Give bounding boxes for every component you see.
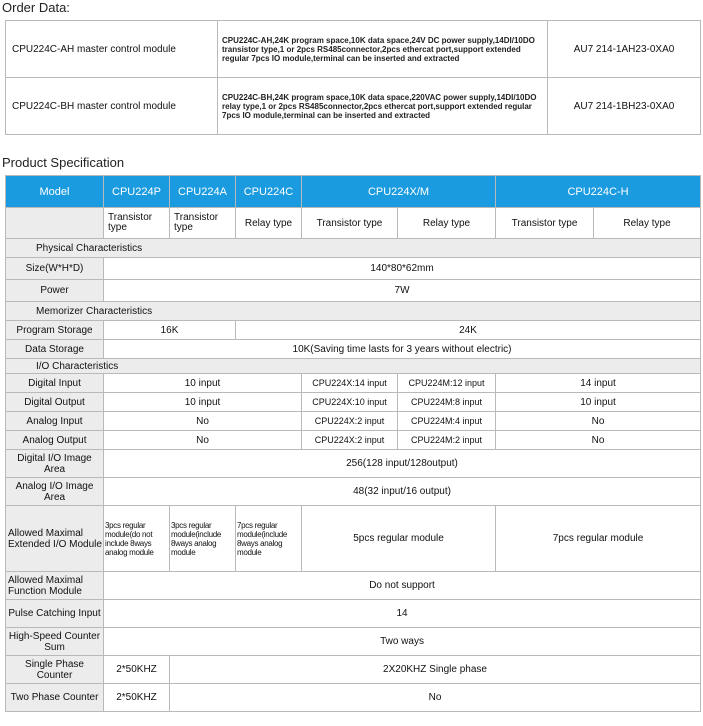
order-name: CPU224C-BH master control module (6, 78, 218, 135)
ao-pac: No (104, 431, 302, 450)
ext-p: 3pcs regular module(do not include 8ways analog module (104, 506, 170, 572)
ai-pac: No (104, 412, 302, 431)
header-cpu224ch: CPU224C-H (496, 176, 701, 208)
ai-label: Analog Input (6, 412, 104, 431)
analog-output-row (6, 431, 701, 450)
aimg-value: 48(32 input/16 output) (104, 478, 701, 506)
pulse-row (6, 600, 701, 628)
type-ch-t: Transistor type (496, 208, 594, 239)
spec-table (5, 175, 701, 712)
size-value: 140*80*62mm (104, 258, 701, 280)
order-row (6, 21, 701, 78)
two-phase-row (6, 684, 701, 712)
di-pac: 10 input (104, 374, 302, 393)
analog-input-row (6, 412, 701, 431)
di-x: CPU224X:14 input (302, 374, 398, 393)
data-label: Data Storage (6, 340, 104, 359)
ext-xm: 5pcs regular module (302, 506, 496, 572)
di-ch: 14 input (496, 374, 701, 393)
category-row (6, 359, 701, 374)
pulse-label: Pulse Catching Input (6, 600, 104, 628)
dimg-label: Digital I/O Image Area (6, 450, 104, 478)
type-xm-r: Relay type (398, 208, 496, 239)
physical-title: Physical Characteristics (6, 239, 701, 258)
function-row (6, 572, 701, 600)
header-model: Model (6, 176, 104, 208)
hsc-label: High-Speed Counter Sum (6, 628, 104, 656)
ao-m: CPU224M:2 input (398, 431, 496, 450)
program-label: Program Storage (6, 321, 104, 340)
ai-x: CPU224X:2 input (302, 412, 398, 431)
do-ch: 10 input (496, 393, 701, 412)
order-table (5, 20, 701, 135)
digital-image-row (6, 450, 701, 478)
data-storage-row (6, 340, 701, 359)
order-row (6, 78, 701, 135)
product-spec-title: Product Specification (2, 155, 125, 170)
order-code: AU7 214-1AH23-0XA0 (548, 21, 701, 78)
single-rest: 2X20KHZ Single phase (170, 656, 701, 684)
two-rest: No (170, 684, 701, 712)
ai-m: CPU224M:4 input (398, 412, 496, 431)
io-title: I/O Characteristics (6, 359, 701, 374)
power-value: 7W (104, 280, 701, 302)
do-label: Digital Output (6, 393, 104, 412)
category-row (6, 239, 701, 258)
program-row (6, 321, 701, 340)
ao-label: Analog Output (6, 431, 104, 450)
category-row (6, 302, 701, 321)
header-cpu224p: CPU224P (104, 176, 170, 208)
single-label: Single Phase Counter (6, 656, 104, 684)
ao-ch: No (496, 431, 701, 450)
type-blank (6, 208, 104, 239)
di-m: CPU224M:12 input (398, 374, 496, 393)
order-data-title: Order Data: (2, 0, 70, 15)
header-cpu224a: CPU224A (170, 176, 236, 208)
ao-x: CPU224X:2 input (302, 431, 398, 450)
hsc-value: Two ways (104, 628, 701, 656)
single-phase-row (6, 656, 701, 684)
digital-input-row (6, 374, 701, 393)
do-m: CPU224M:8 input (398, 393, 496, 412)
program-pa: 16K (104, 321, 236, 340)
type-ch-r: Relay type (594, 208, 701, 239)
ext-c: 7pcs regular module(include 8ways analog module (236, 506, 302, 572)
order-name: CPU224C-AH master control module (6, 21, 218, 78)
header-row (6, 176, 701, 208)
dimg-value: 256(128 input/128output) (104, 450, 701, 478)
extended-row (6, 506, 701, 572)
analog-image-row (6, 478, 701, 506)
ai-ch: No (496, 412, 701, 431)
memorizer-title: Memorizer Characteristics (6, 302, 701, 321)
type-a: Transistor type (170, 208, 236, 239)
aimg-label: Analog I/O Image Area (6, 478, 104, 506)
size-label: Size(W*H*D) (6, 258, 104, 280)
di-label: Digital Input (6, 374, 104, 393)
two-label: Two Phase Counter (6, 684, 104, 712)
ext-a: 3pcs regular module(include 8ways analog module (170, 506, 236, 572)
program-rest: 24K (236, 321, 701, 340)
func-label: Allowed Maximal Function Module (6, 572, 104, 600)
size-row (6, 258, 701, 280)
type-row (6, 208, 701, 239)
single-p: 2*50KHZ (104, 656, 170, 684)
order-code: AU7 214-1BH23-0XA0 (548, 78, 701, 135)
power-row (6, 280, 701, 302)
ext-label: Allowed Maximal Extended I/O Module (6, 506, 104, 572)
header-cpu224xm: CPU224X/M (302, 176, 496, 208)
type-c: Relay type (236, 208, 302, 239)
order-description: CPU224C-BH,24K program space,10K data space,220VAC power supply,14DI/10DO relay type,1 or 2pcs RS485connector,2pcs ethercat port,support extended regular 7pcs IO module,terminal can be inserted and extracted (218, 78, 548, 135)
two-p: 2*50KHZ (104, 684, 170, 712)
data-value: 10K(Saving time lasts for 3 years without electric) (104, 340, 701, 359)
func-value: Do not support (104, 572, 701, 600)
type-p: Transistor type (104, 208, 170, 239)
hsc-row (6, 628, 701, 656)
power-label: Power (6, 280, 104, 302)
type-xm-t: Transistor type (302, 208, 398, 239)
ext-ch: 7pcs regular module (496, 506, 701, 572)
pulse-value: 14 (104, 600, 701, 628)
digital-output-row (6, 393, 701, 412)
do-pac: 10 input (104, 393, 302, 412)
order-description: CPU224C-AH,24K program space,10K data space,24V DC power supply,14DI/10DO transistor type,1 or 2pcs RS485connector,2pcs ethercat port,support extended regular 7pcs IO module,terminal can be inserted and extracted (218, 21, 548, 78)
header-cpu224c: CPU224C (236, 176, 302, 208)
do-x: CPU224X:10 input (302, 393, 398, 412)
